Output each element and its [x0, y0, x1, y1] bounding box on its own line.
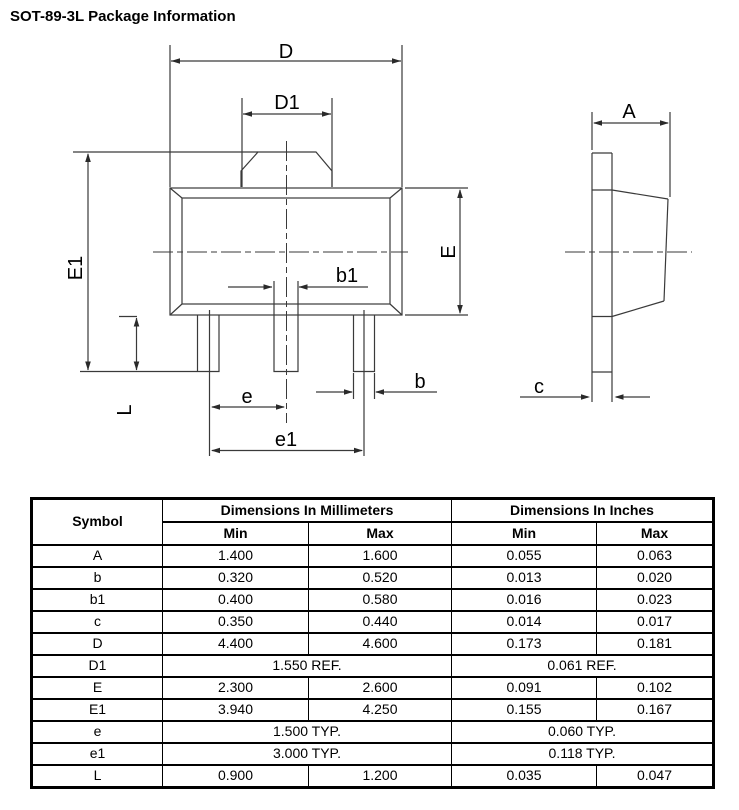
- lead-left: [198, 315, 220, 372]
- dim-label-D1: D1: [274, 92, 300, 114]
- value-cell: 0.181: [597, 633, 714, 655]
- symbol-cell: E: [32, 677, 163, 699]
- side-arrowheads: [581, 120, 669, 400]
- header-inch-min: Min: [452, 522, 597, 545]
- value-cell: 0.047: [597, 765, 714, 788]
- value-cell: 0.155: [452, 699, 597, 721]
- value-cell: 0.017: [597, 611, 714, 633]
- symbol-cell: D1: [32, 655, 163, 677]
- dim-label-A: A: [622, 101, 636, 123]
- header-mm-max: Max: [309, 522, 452, 545]
- dim-label-c: c: [534, 376, 544, 398]
- value-cell: 0.016: [452, 589, 597, 611]
- dim-label-L: L: [114, 404, 136, 416]
- value-cell: 1.550 REF.: [163, 655, 452, 677]
- front-dimension-lines: [73, 45, 468, 456]
- value-cell: 0.520: [309, 567, 452, 589]
- symbol-cell: e: [32, 721, 163, 743]
- header-millimeters: Dimensions In Millimeters: [163, 499, 452, 523]
- value-cell: 0.063: [597, 545, 714, 567]
- table-row: [32, 567, 714, 589]
- symbol-cell: L: [32, 765, 163, 788]
- front-arrowheads: [85, 58, 463, 453]
- dim-label-b: b: [414, 371, 426, 393]
- value-cell: 1.600: [309, 545, 452, 567]
- symbol-cell: E1: [32, 699, 163, 721]
- dim-label-E1: E1: [65, 255, 87, 281]
- table-row: [32, 743, 714, 765]
- table-row: [32, 589, 714, 611]
- value-cell: 1.500 TYP.: [163, 721, 452, 743]
- value-cell: 0.320: [163, 567, 309, 589]
- dim-label-e: e: [241, 386, 253, 408]
- table-row: [32, 611, 714, 633]
- side-dimension-lines: [520, 112, 670, 397]
- dim-label-e1: e1: [274, 429, 298, 451]
- value-cell: 0.013: [452, 567, 597, 589]
- symbol-cell: D: [32, 633, 163, 655]
- centerlines: [153, 141, 408, 423]
- dim-label-D: D: [278, 41, 294, 63]
- value-cell: 0.400: [163, 589, 309, 611]
- header-row-units: [32, 499, 714, 523]
- value-cell: 0.014: [452, 611, 597, 633]
- symbol-cell: e1: [32, 743, 163, 765]
- symbol-cell: c: [32, 611, 163, 633]
- value-cell: 0.055: [452, 545, 597, 567]
- value-cell: 0.900: [163, 765, 309, 788]
- value-cell: 0.060 TYP.: [452, 721, 714, 743]
- table-row: [32, 655, 714, 677]
- dim-label-E: E: [438, 245, 460, 259]
- table-row: [32, 677, 714, 699]
- dim-label-b1: b1: [335, 265, 359, 287]
- symbol-cell: A: [32, 545, 163, 567]
- value-cell: 0.350: [163, 611, 309, 633]
- header-mm-min: Min: [163, 522, 309, 545]
- value-cell: 0.440: [309, 611, 452, 633]
- value-cell: 0.061 REF.: [452, 655, 714, 677]
- value-cell: 2.300: [163, 677, 309, 699]
- value-cell: 0.173: [452, 633, 597, 655]
- table-row: [32, 545, 714, 567]
- header-inches: Dimensions In Inches: [452, 499, 714, 523]
- front-view: [65, 41, 468, 456]
- header-symbol: Symbol: [32, 499, 163, 546]
- symbol-cell: b1: [32, 589, 163, 611]
- table-row: [32, 765, 714, 788]
- table-row: [32, 633, 714, 655]
- header-inch-max: Max: [597, 522, 714, 545]
- page-title: SOT-89-3L Package Information: [10, 8, 236, 25]
- table-row: [32, 699, 714, 721]
- value-cell: 4.600: [309, 633, 452, 655]
- value-cell: 0.118 TYP.: [452, 743, 714, 765]
- value-cell: 0.091: [452, 677, 597, 699]
- value-cell: 0.023: [597, 589, 714, 611]
- dimensions-table-body: [32, 545, 714, 788]
- symbol-cell: b: [32, 567, 163, 589]
- value-cell: 0.035: [452, 765, 597, 788]
- value-cell: 0.020: [597, 567, 714, 589]
- value-cell: 4.400: [163, 633, 309, 655]
- dimensions-table: [30, 497, 715, 789]
- value-cell: 1.200: [309, 765, 452, 788]
- value-cell: 0.102: [597, 677, 714, 699]
- value-cell: 0.167: [597, 699, 714, 721]
- value-cell: 0.580: [309, 589, 452, 611]
- value-cell: 2.600: [309, 677, 452, 699]
- value-cell: 3.000 TYP.: [163, 743, 452, 765]
- value-cell: 1.400: [163, 545, 309, 567]
- table-row: [32, 721, 714, 743]
- value-cell: 4.250: [309, 699, 452, 721]
- side-outline: [592, 153, 668, 402]
- value-cell: 3.940: [163, 699, 309, 721]
- side-view: [520, 101, 692, 402]
- dimensions-table-header: [32, 499, 714, 546]
